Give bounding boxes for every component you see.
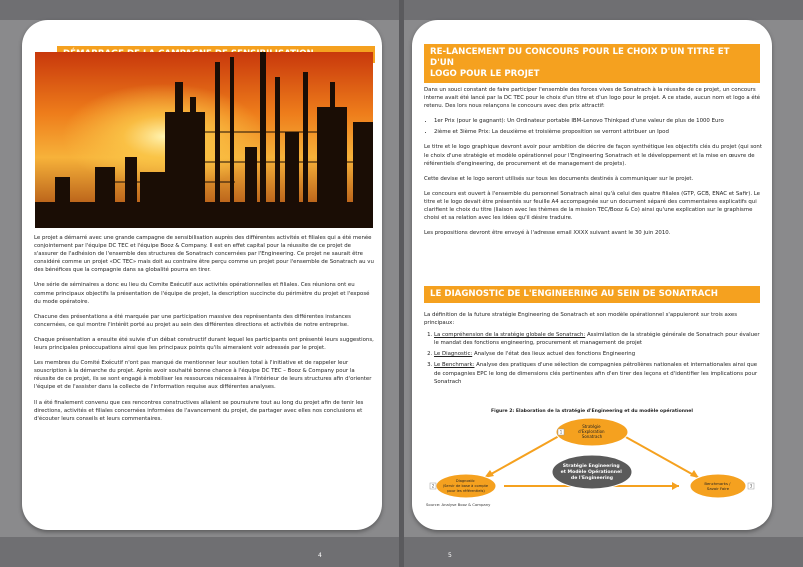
figure-source: Source: Analyse Booz & Company (426, 502, 491, 507)
axis-title: La compréhension de la stratégie globale de Sonatrach: (434, 332, 586, 339)
node-label: d'Exploration (578, 429, 605, 434)
left-paragraph: Les membres du Comité Exécutif n'ont pas manqué de mentionner leur soutien total à l'initiative et de rappeler leur souscription à la démarche du projet. Après avoir souhaité bonne chance à l'équipe DC TEC – Booz & Company pour la réussite de ce projet, ils se sont engagé à mobiliser les ressources nécessaires à l'intérieur de leurs structures afin d'orienter l'équipe et de l'assister dans la collecte de l'information requise aux différentes analyses. (34, 360, 372, 391)
left-paragraph: Il a été finalement convenu que ces rencontres constructives allaient se poursuivre tout au long du projet afin de tenir les directions, activités et filiales concernées informées de l'avancement du projet, de partager avec elles nos conclusions et d'écouter leurs conseils et leurs commentaires. (34, 399, 364, 422)
banner-line: RE-LANCEMENT DU CONCOURS POUR LE CHOIX D'UN TITRE ET D'UN (430, 47, 730, 68)
contest-paragraph: Cette devise et le logo seront utilisés sur tous les documents destinés à communiquer sur le projet. (424, 175, 694, 182)
node-number: 3 (749, 483, 753, 489)
left-body-text (34, 234, 374, 430)
node-label: Stratégie Engineering (562, 464, 620, 469)
refinery-sunset-photo (35, 52, 373, 228)
list-item: • 1er Prix (pour le gagnant): Un Ordinateur portable IBM-Lenovo Thinkpad d'une valeur de plus de 1000 Euro (434, 117, 764, 125)
node-label: de l'Engineering (570, 476, 614, 481)
axis-text: Analyse de l'état des lieux actuel des fonctions Engineering (472, 351, 636, 358)
list-item (434, 331, 764, 347)
strategy-diagram (424, 406, 760, 521)
prize-list (424, 117, 764, 136)
diagnostic-intro: La définition de la future stratégie Engineering de Sonatrach et son modèle opérationnel s'appuieront sur trois axes principaux: (424, 312, 738, 327)
left-paragraph: Chaque présentation a ensuite été suivie d'un débat constructif durant lequel les participants ont présenté leurs suggestions, leurs principales préoccupations ainsi que les principaux points qu'ils aimeraient voir adressés par le projet. (34, 336, 374, 352)
node-label: Savoir Faire (706, 486, 730, 491)
contest-text (424, 86, 764, 244)
axis-text: Assimilation de la stratégie générale de Sonatrach pour évaluer le mandat des fonctions engineering, procurement et management de projet (434, 332, 760, 347)
node-number: 1 (559, 429, 563, 435)
right-page-number: 5 (448, 552, 452, 559)
book-spine (399, 0, 404, 567)
svg-text:Stratégie d'Exploration (578, 424, 606, 439)
contest-paragraph: Le titre et le logo graphique devront avoir pour ambition de décrire de façon synthétique les objectifs clés du projet (qui sont le choix d'une stratégie et modèle opérationnel pour l'Engineering Sonatrach et le développement et la mise en œuvre de référentiels d'engineering, de procurement et de management de projets). (424, 144, 762, 167)
left-paragraph: Chacune des présentations a été marquée par une participation massive des représentants des différentes instances concernées, ce qui montre l'intérêt porté au projet au sein des différentes directions et activités de notre entreprise. (34, 313, 351, 328)
svg-text:Benchmarks / Savoir Faire (704, 481, 731, 491)
left-page-number: 4 (318, 552, 322, 559)
left-paragraph: Une série de séminaires a donc eu lieu du Comite Exécutif aux activités opérationnelles et filiales. Ces réunions ont eu comme principaux objectifs la présentation de l'équipe de projet, la description succincte du périmètre du projet et l'exposé du mode opératoire. (34, 282, 370, 305)
axes-list (424, 331, 764, 386)
node-label: (Servir de base à compte (442, 484, 489, 488)
list-item (434, 350, 764, 358)
contest-intro: Dans un souci constant de faire participer l'ensemble des forces vives de Sonatrach à la réussite de ce projet, un concours interne avait été lancé par la DC TEC pour le choix d'un titre et d'un logo pour le projet. A ce stade, aucun nom et logo a été retenu. Des lors nous relançons le concours avec des prix attractif: (424, 87, 761, 110)
node-number: 2 (431, 483, 435, 489)
node-label: Benchmarks / (704, 481, 731, 486)
node-label: et Modèle Opérationnel (560, 470, 622, 475)
axis-title: Le Diagnostic: (434, 351, 473, 358)
left-paragraph: Le projet a démarré avec une grande campagne de sensibilisation auprès des différentes activités et filiales qui a été menée conjointement par l'équipe DC TEC et l'équipe Booz & Company. Il est en effet capital pour la réussite de ce projet de s'assurer de l'adhésion de l'ensemble des structures de Sonatrach concernées par l'Engineering. Ce projet ne saurait être considéré comme un projet «DC TEC» mais doit au contraire être perçu comme un projet pour l'ensemble de Sonatrach au vu des bénéfices que la compagnie dans sa globalité pourra en tirer. (34, 235, 374, 274)
list-item (434, 361, 764, 385)
diagnostic-text (424, 311, 764, 389)
axis-title: Le Benchmark: (434, 362, 475, 369)
list-item: • 2ième et 3ième Prix: La deuxième et troisième proposition se verront attribuer un Ipod (434, 128, 764, 136)
contest-paragraph: Le concours est ouvert à l'ensemble du personnel Sonatrach ainsi qu'à celui des quatre filiales (GTP, GCB, ENAC et Safir). Le titre et le logo devait être présentés sur feuille A4 accompagnée sur un document séparé des commentaires explicatifs qui clarifient le choix du titre (liaison avec les thèmes de la mission TEC/Booz & Co) ainsi qu'une explication sur le graphisme choisi et sa relation avec les idées qu'il désire traduire. (424, 190, 760, 222)
banner-line: LOGO POUR LE PROJET (430, 69, 540, 79)
node-label: Sonatrach (581, 434, 603, 439)
right-contest-banner (424, 44, 760, 83)
right-diagnostic-banner: LE DIAGNOSTIC DE L'ENGINEERING AU SEIN DE SONATRACH (424, 286, 760, 303)
axis-text: Analyse des pratiques d'une sélection de compagnies pétrolières nationales et internationales ainsi que de compagnies EPC le long de dimensions clés pertinentes afin d'en tirer des leçons et d'identifier les implications pour Sonatrach (434, 362, 758, 385)
node-label: Diagnostic (455, 479, 475, 483)
figure-caption: Figure 2: Elaboration de la stratégie d'Engineering et du modèle opérationnel (490, 409, 694, 414)
node-label: pour les référentiels) (447, 489, 485, 493)
contest-paragraph: Les propositions devront être envoyé à l'adresse email XXXX suivant avant le 30 juin 2010. (424, 230, 671, 237)
node-label: Stratégie (582, 424, 601, 429)
